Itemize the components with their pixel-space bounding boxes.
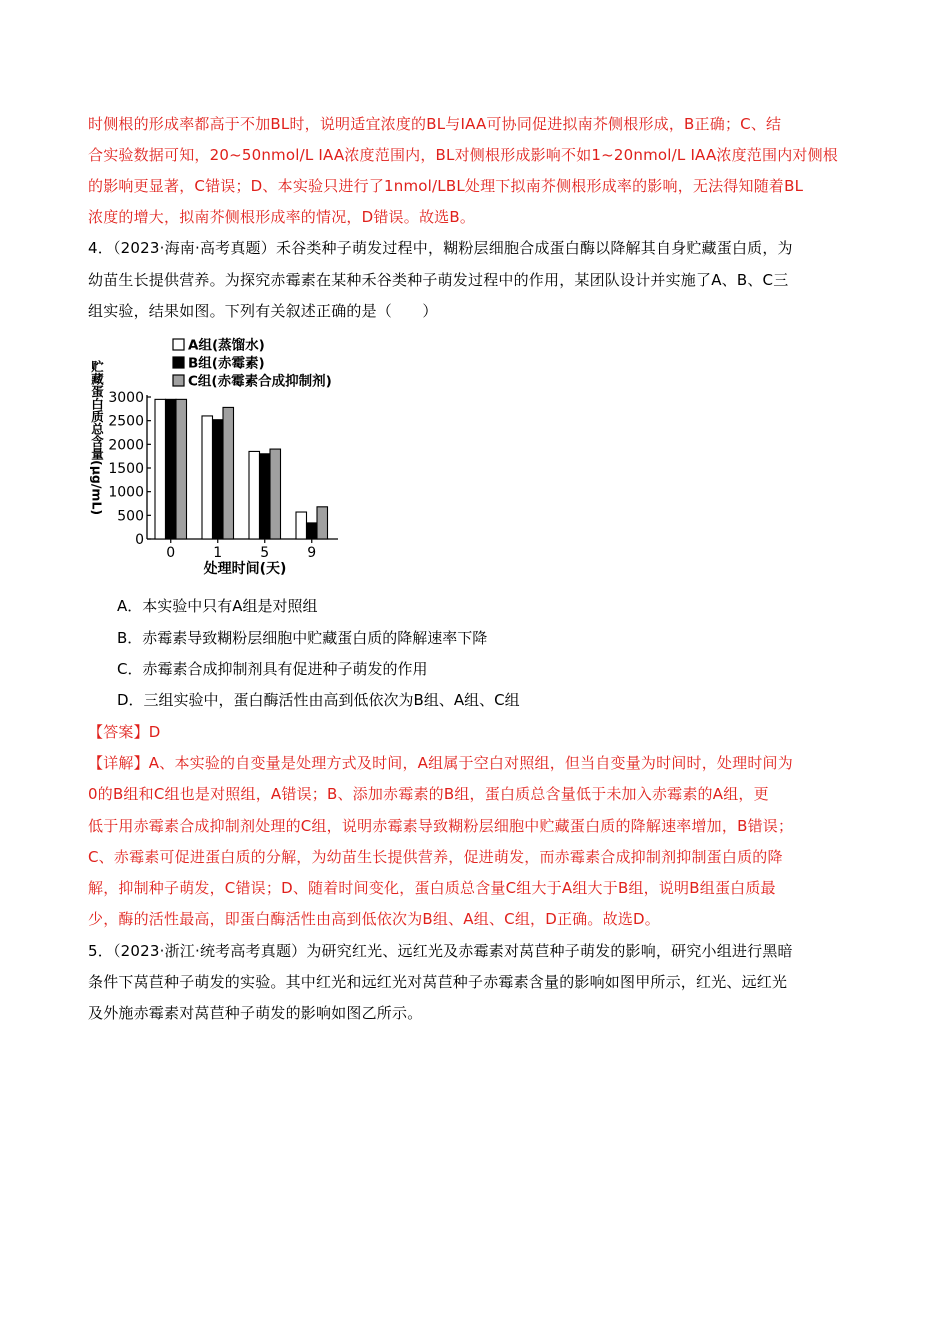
bar-5-c [270,449,281,539]
y-axis-title: 贮藏蛋白质总含量(μg/mL) [89,360,105,516]
bar-1-c [223,407,234,539]
y-tick-label: 500 [117,508,144,525]
legend-swatch [173,339,184,350]
q5-stem-line: 及外施赤霉素对莴苣种子萌发的影响如图乙所示。 [88,1004,423,1022]
bar-0-b [166,399,177,539]
bar-0-a [155,399,166,539]
chart-legend [173,337,332,390]
q4-stem-line: 幼苗生长提供营养。为探究赤霉素在某种禾谷类种子萌发过程中的作用，某团队设计并实施了A、B、C三 [88,271,789,289]
y-tick-label: 2000 [108,437,144,454]
q4-stem-line: 组实验，结果如图。下列有关叙述正确的是（ ） [88,302,438,320]
q4-stem-line: 4．（2023·海南·高考真题）禾谷类种子萌发过程中，糊粉层细胞合成蛋白酶以降解其自身贮藏蛋白质，为 [88,239,793,257]
q4-explanation-line: 低于用赤霉素合成抑制剂处理的C组，说明赤霉素导致糊粉层细胞中贮藏蛋白质的降解速率增加，B错误； [88,817,794,835]
prev-explanation-line: 浓度的增大，拟南芥侧根形成率的情况，D错误。故选B。 [88,208,476,226]
q4-explanation-line: 少，酶的活性最高，即蛋白酶活性由高到低依次为B组、A组、C组，D正确。故选D。 [88,910,660,928]
x-tick-label: 0 [166,545,176,561]
q4-option-a[interactable]: A．本实验中只有A组是对照组 [117,597,318,615]
bar-5-b [260,454,271,539]
bar-1-a [202,416,213,539]
legend-swatch [173,375,184,386]
chart-bars [155,399,328,539]
y-tick-label: 1000 [108,484,144,501]
x-tick-label: 9 [307,545,317,561]
legend-label: C组(赤霉素合成抑制剂) [188,373,332,390]
bar-9-c [317,507,328,539]
q4-option-c[interactable]: C．赤霉素合成抑制剂具有促进种子萌发的作用 [117,660,428,678]
y-axis-label [90,359,105,515]
bar-9-b [307,523,318,539]
q4-explanation-line: 【详解】A、本实验的自变量是处理方式及时间，A组属于空白对照组，但当自变量为时间时，处理时间为 [88,754,793,772]
x-tick-label: 1 [213,545,223,561]
q4-explanation-line: 解，抑制种子萌发，C错误；D、随着时间变化，蛋白质总含量C组大于A组大于B组，说明B组蛋白质最 [88,879,776,897]
q5-stem-line: 条件下莴苣种子萌发的实验。其中红光和远红光对莴苣种子赤霉素含量的影响如图甲所示，红光、远红光 [88,973,788,991]
y-tick-label: 2500 [108,413,144,430]
q4-explanation-line: C、赤霉素可促进蛋白质的分解，为幼苗生长提供营养，促进萌发，而赤霉素合成抑制剂抑制蛋白质的降 [88,848,783,866]
x-tick-label: 5 [260,545,270,561]
bar-0-c [176,399,187,539]
q4-answer: 【答案】D [88,723,161,741]
q4-option-d[interactable]: D．三组实验中，蛋白酶活性由高到低依次为B组、A组、C组 [117,691,520,709]
prev-explanation-line: 合实验数据可知，20~50nmol/L IAA浓度范围内，BL对侧根形成影响不如1~20nmol/L IAA浓度范围内对侧根 [88,146,839,164]
q5-stem-line: 5．（2023·浙江·统考高考真题）为研究红光、远红光及赤霉素对莴苣种子萌发的影响，研究小组进行黑暗 [88,942,793,960]
x-axis-label: 处理时间(天) [203,561,287,577]
prev-explanation-line: 时侧根的形成率都高于不加BL时，说明适宜浓度的BL与IAA可协同促进拟南芥侧根形成，B正确；C、结 [88,115,782,133]
legend-label: A组(蒸馏水) [188,337,265,354]
protein-content-bar-chart [80,330,400,580]
bar-9-a [296,512,307,539]
bar-5-a [249,451,260,539]
prev-explanation-line: 的影响更显著，C错误；D、本实验只进行了1nmol/LBL处理下拟南芥侧根形成率的影响，无法得知随着BL [88,177,804,195]
q4-option-b[interactable]: B．赤霉素导致糊粉层细胞中贮藏蛋白质的降解速率下降 [117,629,488,647]
legend-swatch [173,357,184,368]
y-tick-label: 1500 [108,461,144,477]
y-tick-label: 3000 [108,390,144,406]
y-tick-label: 0 [135,532,144,548]
legend-label: B组(赤霉素) [188,355,265,372]
q4-explanation-line: 0的B组和C组也是对照组，A错误；B、添加赤霉素的B组，蛋白质总含量低于未加入赤霉素的A组，更 [88,785,769,803]
bar-1-b [213,420,224,539]
